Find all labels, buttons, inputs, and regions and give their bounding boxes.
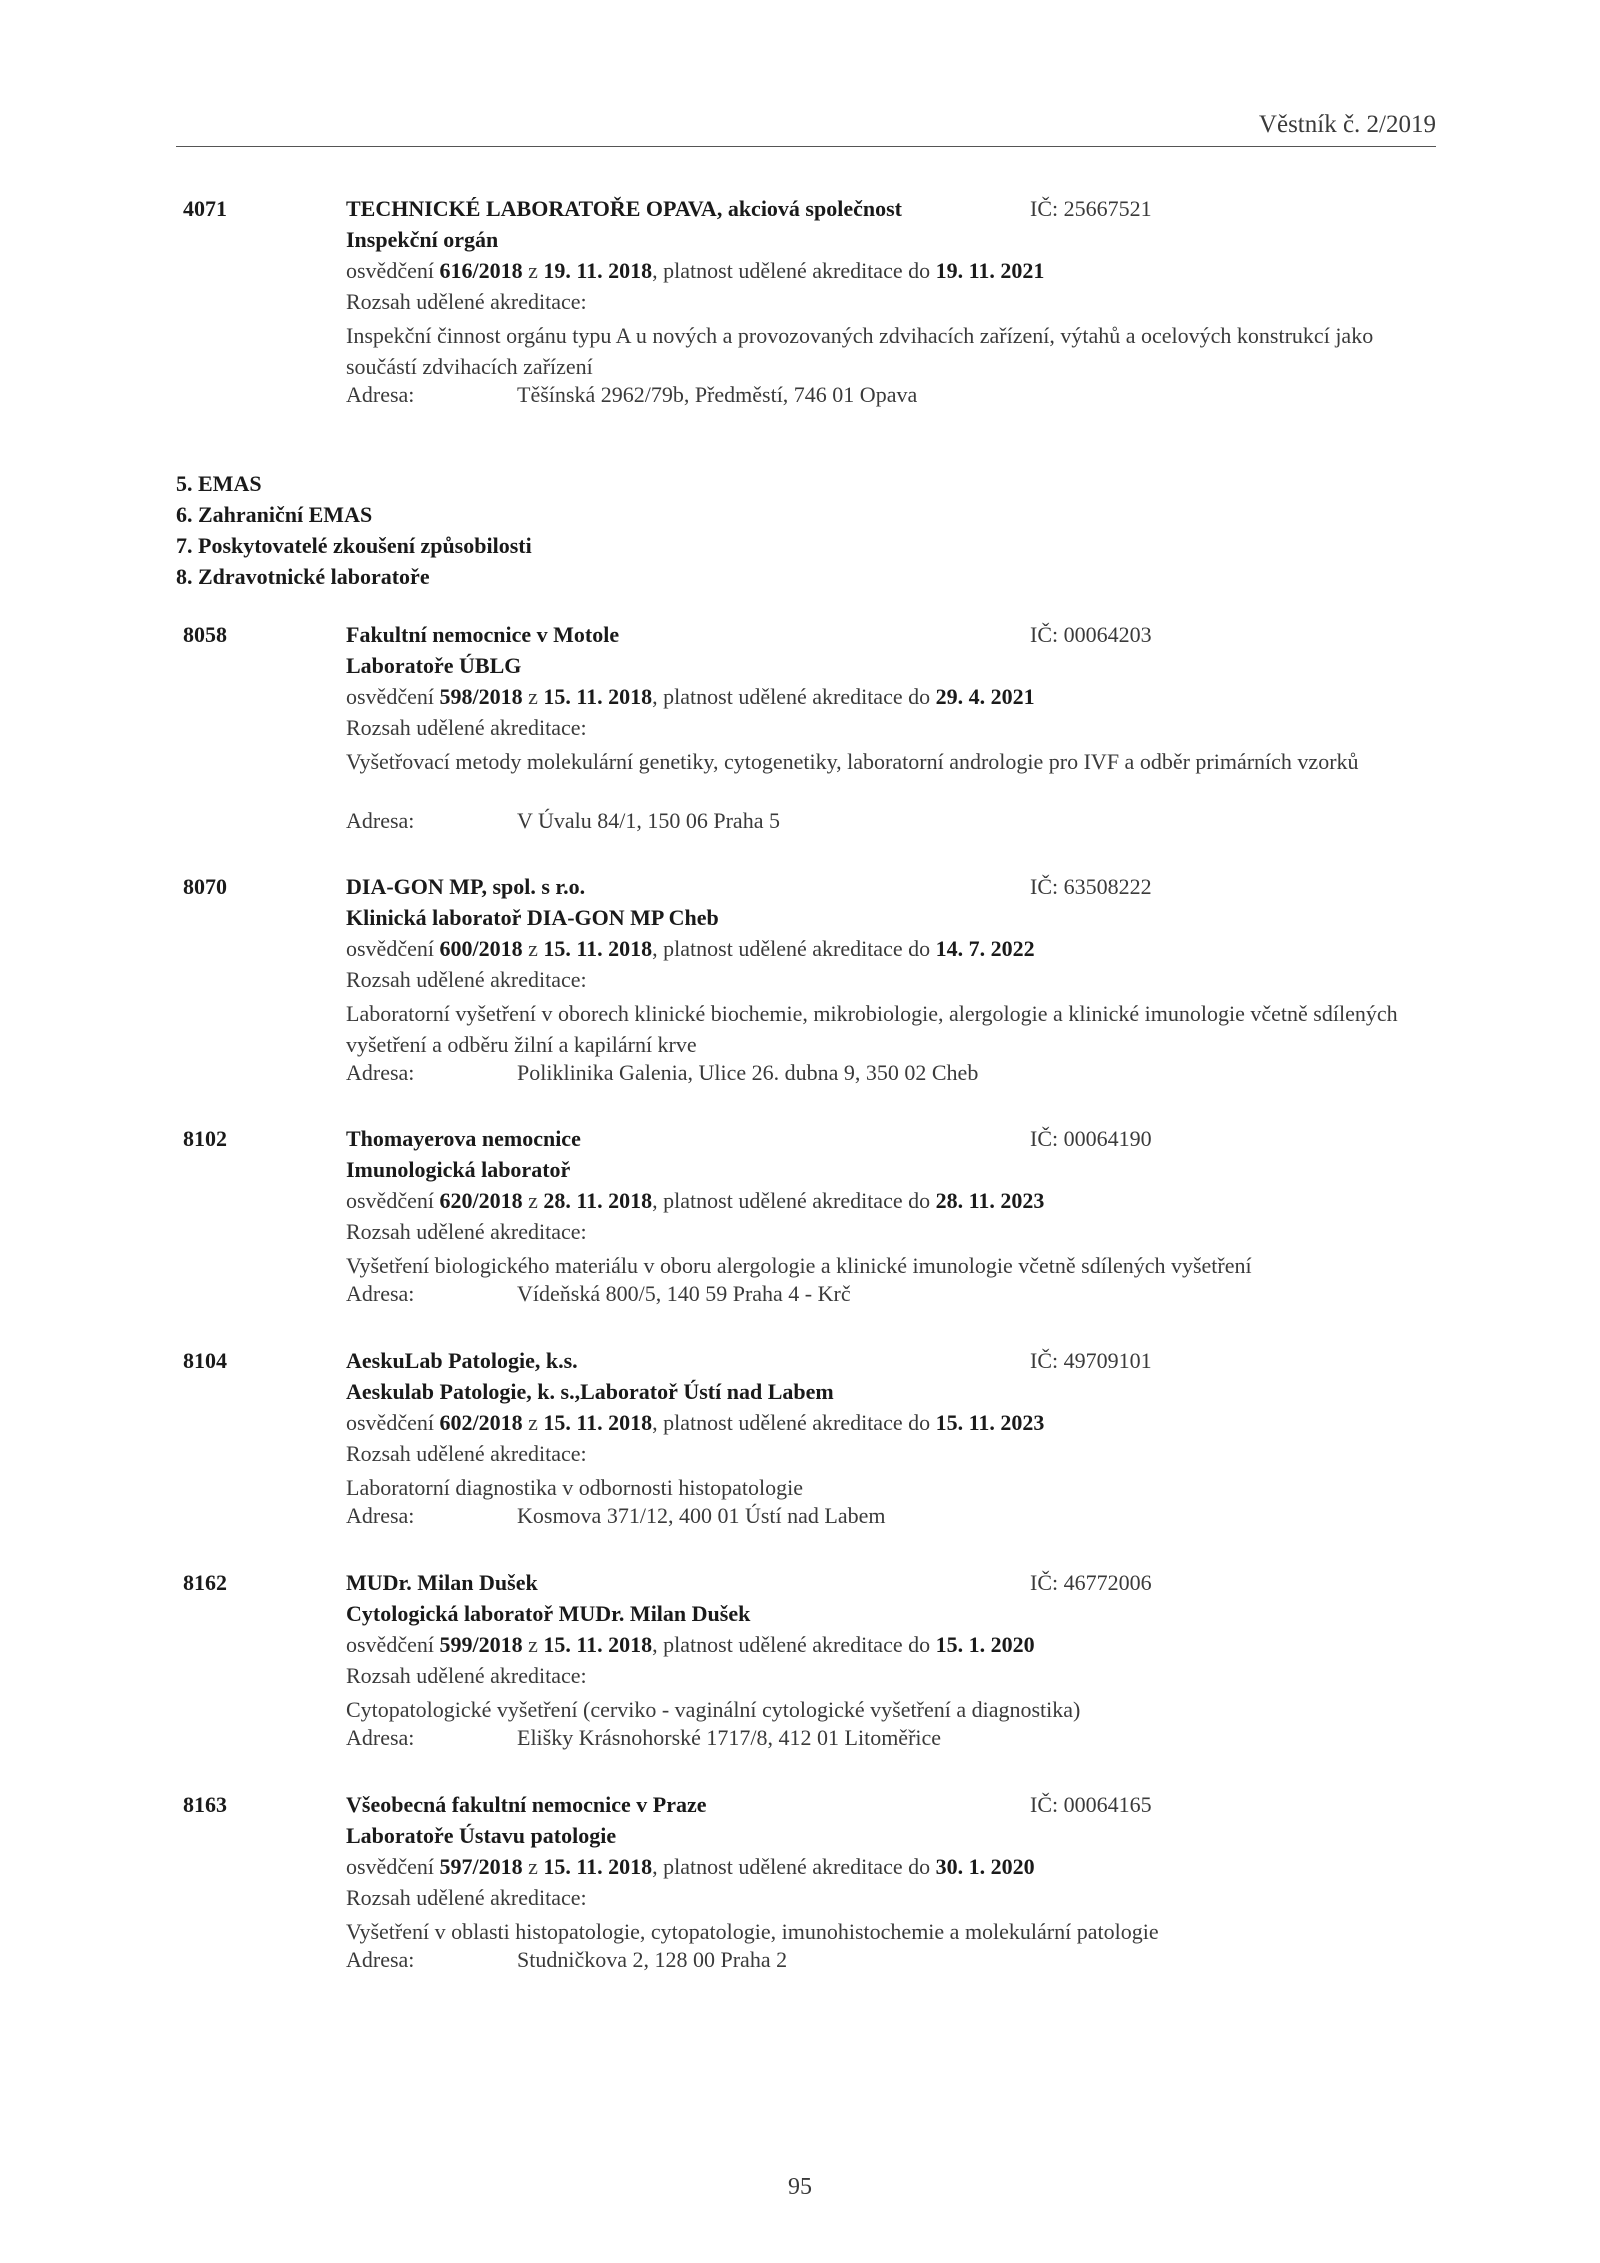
entry-address: Studničkova 2, 128 00 Praha 2 — [517, 1947, 788, 1972]
entry-scope-label: Rozsah udělené akreditace: — [346, 1441, 587, 1466]
entry-scope: Vyšetřovací metody molekulární genetiky, cytogenetiky, laboratorní andrologie pro IVF a odběr primárních vzorků — [346, 749, 1359, 774]
entry-address: Těšínská 2962/79b, Předměstí, 746 01 Opava — [517, 382, 918, 407]
entry-certificate: osvědčení 598/2018 z 15. 11. 2018, platnost udělené akreditace do 29. 4. 2021 — [346, 684, 1035, 709]
entry-number: 8058 — [183, 622, 227, 647]
entry-address: Kosmova 371/12, 400 01 Ústí nad Labem — [517, 1503, 886, 1528]
entry-address-label: Adresa: — [346, 1503, 415, 1528]
entry-unit: Klinická laboratoř DIA-GON MP Cheb — [346, 905, 719, 930]
entry-certificate: osvědčení 597/2018 z 15. 11. 2018, platnost udělené akreditace do 30. 1. 2020 — [346, 1854, 1035, 1879]
entry-number: 8104 — [183, 1348, 227, 1373]
entry-certificate: osvědčení 602/2018 z 15. 11. 2018, platnost udělené akreditace do 15. 11. 2023 — [346, 1410, 1045, 1435]
section-heading: 8. Zdravotnické laboratoře — [176, 564, 430, 589]
header-rule — [176, 146, 1436, 147]
entry-address: V Úvalu 84/1, 150 06 Praha 5 — [517, 808, 780, 833]
entry-address: Elišky Krásnohorské 1717/8, 412 01 Litoměřice — [517, 1725, 942, 1750]
entry-address-label: Adresa: — [346, 1725, 415, 1750]
section-heading: 7. Poskytovatelé zkoušení způsobilosti — [176, 533, 532, 558]
entry-organization: TECHNICKÉ LABORATOŘE OPAVA, akciová společnost — [346, 196, 902, 221]
entry-certificate: osvědčení 620/2018 z 28. 11. 2018, platnost udělené akreditace do 28. 11. 2023 — [346, 1188, 1045, 1213]
entry-organization: MUDr. Milan Dušek — [346, 1570, 538, 1595]
entry-unit: Laboratoře ÚBLG — [346, 653, 522, 678]
entry-ic: IČ: 49709101 — [1030, 1348, 1152, 1373]
entry-unit: Imunologická laboratoř — [346, 1157, 571, 1182]
entry-scope-label: Rozsah udělené akreditace: — [346, 289, 587, 314]
entry-ic: IČ: 46772006 — [1030, 1570, 1152, 1595]
page-number: 95 — [788, 2174, 812, 2200]
entry-address-label: Adresa: — [346, 1060, 415, 1085]
entry-certificate: osvědčení 599/2018 z 15. 11. 2018, platnost udělené akreditace do 15. 1. 2020 — [346, 1632, 1035, 1657]
entry-organization: Fakultní nemocnice v Motole — [346, 622, 620, 647]
entry-address-label: Adresa: — [346, 1281, 415, 1306]
section-list — [176, 468, 532, 592]
entry-ic: IČ: 00064165 — [1030, 1792, 1152, 1817]
entry-unit: Aeskulab Patologie, k. s.,Laboratoř Ústí nad Labem — [346, 1379, 834, 1404]
entry-number: 8070 — [183, 874, 227, 899]
entry-scope-label: Rozsah udělené akreditace: — [346, 715, 587, 740]
entry-number: 8162 — [183, 1570, 227, 1595]
entry-organization: Všeobecná fakultní nemocnice v Praze — [346, 1792, 707, 1817]
entry-scope-label: Rozsah udělené akreditace: — [346, 1885, 587, 1910]
entry-unit: Cytologická laboratoř MUDr. Milan Dušek — [346, 1601, 751, 1626]
entry-unit: Laboratoře Ústavu patologie — [346, 1823, 617, 1848]
entry-address-label: Adresa: — [346, 382, 415, 407]
entry-address: Vídeňská 800/5, 140 59 Praha 4 - Krč — [517, 1281, 851, 1306]
entry-ic: IČ: 63508222 — [1030, 874, 1152, 899]
entry-ic: IČ: 00064203 — [1030, 622, 1152, 647]
entry-scope-label: Rozsah udělené akreditace: — [346, 1219, 587, 1244]
entry-address: Poliklinika Galenia, Ulice 26. dubna 9, 350 02 Cheb — [517, 1060, 979, 1085]
entry-address-label: Adresa: — [346, 1947, 415, 1972]
entry-ic: IČ: 25667521 — [1030, 196, 1152, 221]
section-heading: 6. Zahraniční EMAS — [176, 502, 373, 527]
entry-certificate: osvědčení 600/2018 z 15. 11. 2018, platnost udělené akreditace do 14. 7. 2022 — [346, 936, 1035, 961]
entry-number: 8163 — [183, 1792, 227, 1817]
entry-organization: DIA-GON MP, spol. s r.o. — [346, 874, 586, 899]
entry-scope: Cytopatologické vyšetření (cerviko - vaginální cytologické vyšetření a diagnostika) — [346, 1697, 1081, 1722]
entry-number: 8102 — [183, 1126, 227, 1151]
entry-address-label: Adresa: — [346, 808, 415, 833]
entry-number: 4071 — [183, 196, 227, 221]
entry-scope-label: Rozsah udělené akreditace: — [346, 967, 587, 992]
entry-scope: Laboratorní vyšetření v oborech klinické biochemie, mikrobiologie, alergologie a klinické imunologie včetně sdílených vyšetření a odběru žilní a kapilární krve — [346, 1001, 1398, 1057]
entry-scope: Inspekční činnost orgánu typu A u nových a provozovaných zdvihacích zařízení, výtahů a ocelových konstrukcí jako součástí zdvihacích zařízení — [346, 323, 1374, 379]
page-header-title: Věstník č. 2/2019 — [1258, 111, 1436, 138]
section-heading: 5. EMAS — [176, 471, 262, 496]
entry-scope: Vyšetření biologického materiálu v oboru alergologie a klinické imunologie včetně sdílených vyšetření — [346, 1253, 1252, 1278]
entry-organization: AeskuLab Patologie, k.s. — [346, 1348, 578, 1373]
entry-organization: Thomayerova nemocnice — [346, 1126, 581, 1151]
entry-certificate: osvědčení 616/2018 z 19. 11. 2018, platnost udělené akreditace do 19. 11. 2021 — [346, 258, 1045, 283]
entry-scope: Laboratorní diagnostika v odbornosti histopatologie — [346, 1475, 804, 1500]
entry-scope: Vyšetření v oblasti histopatologie, cytopatologie, imunohistochemie a molekulární patologie — [346, 1919, 1159, 1944]
entry-unit: Inspekční orgán — [346, 227, 499, 252]
entry-ic: IČ: 00064190 — [1030, 1126, 1152, 1151]
entry-scope-label: Rozsah udělené akreditace: — [346, 1663, 587, 1688]
